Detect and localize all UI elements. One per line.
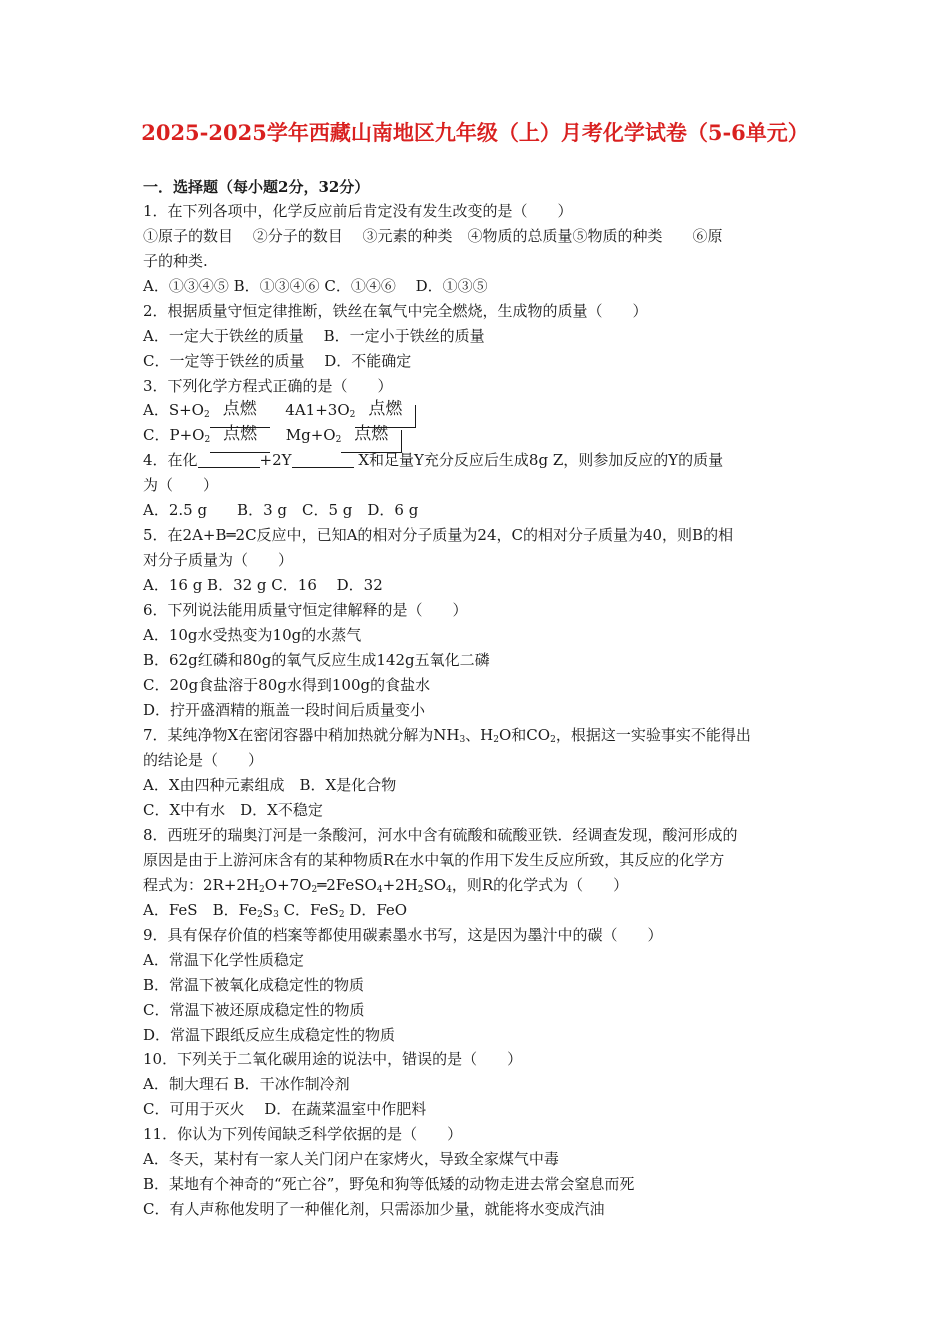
equation-image-placeholder <box>292 451 354 468</box>
question-9-option-c: C．常温下被还原成稳定性的物质 <box>143 1001 365 1019</box>
question-7-stem-cont: 的结论是（ ） <box>143 751 264 769</box>
option-b-formula: $4A1+3O_2$ <box>285 401 356 420</box>
question-9-option-b: B．常温下被氧化成稳定性的物质 <box>143 976 365 994</box>
question-1-stem: 1．在下列各项中，化学反应前后肯定没有发生改变的是（ ） <box>143 202 573 220</box>
question-9-option-d: D．常温下跟纸反应生成稳定性的物质 <box>143 1026 396 1044</box>
question-6-option-b: B．62g红磷和80g的氧气反应生成142g五氧化二磷 <box>143 651 490 669</box>
question-1-items: ①原子的数目 ②分子的数目 ③元素的种类 ④物质的总质量⑤物质的种类 ⑥原 <box>143 227 723 245</box>
question-6-option-c: C．20g食盐溶于80g水得到100g的食盐水 <box>143 676 431 694</box>
condition-arrow: 点燃 <box>210 405 270 428</box>
question-7-stem: 7．某纯净物X在密闭容器中稍加热就分解为$NH_3$、$H_2O$和$CO_2$，根据这一实验事实不能得出 <box>143 726 751 745</box>
question-11-option-a: A．冬天，某村有一家人关门闭户在家烤火，导致全家煤气中毒 <box>143 1150 559 1168</box>
question-11-option-b: B．某地有个神奇的“死亡谷”，野兔和狗等低矮的动物走进去常会窒息而死 <box>143 1175 635 1193</box>
condition-arrow: 点燃 <box>341 430 402 453</box>
question-10-options-ab: A．制大理石 B．干冰作制冷剂 <box>143 1075 350 1093</box>
question-10-options-cd: C．可用于灭火 D．在蔬菜温室中作肥料 <box>143 1100 427 1118</box>
section-heading: 一．选择题（每小题2分，32分） <box>143 178 370 196</box>
question-8-stem: 8．西班牙的瑞奥汀河是一条酸河，河水中含有硫酸和硫酸亚铁．经调查发现，酸河形成的 <box>143 826 738 844</box>
option-a-formula: A．$S+O_2$ <box>143 401 210 420</box>
option-c-formula: C．$P+O_2$ <box>143 426 211 445</box>
condition-arrow: 点燃 <box>355 405 416 428</box>
question-9-stem: 9．具有保存价值的档案等都使用碳素墨水书写，这是因为墨汁中的碳（ ） <box>143 926 663 944</box>
question-3-options-cd <box>143 425 402 453</box>
question-5-options: A．16 g B．32 g C．16 D．32 <box>143 576 383 594</box>
question-11-option-c: C．有人声称他发明了一种催化剂，只需添加少量，就能将水变成汽油 <box>143 1200 605 1218</box>
question-9-option-a: A．常温下化学性质稳定 <box>143 951 304 969</box>
question-2-stem: 2．根据质量守恒定律推断，铁丝在氧气中完全燃烧，生成物的质量（ ） <box>143 302 648 320</box>
question-8-equation: 程式为：$2R+2H_2O+7O_2═2FeSO_4+2H_2SO_4$，则R的化学式为（ ） <box>143 876 629 895</box>
question-6-option-a: A．10g水受热变为10g的水蒸气 <box>143 626 362 644</box>
question-2-options-cd: C．一定等于铁丝的质量 D．不能确定 <box>143 352 412 370</box>
exam-title: 2025-2025学年西藏山南地区九年级（上）月考化学试卷（5-6单元） <box>141 120 809 145</box>
question-8-options: A．FeS B．$Fe_2S_3$ C．FeS$_2$ D．FeO <box>143 901 408 920</box>
question-6-stem: 6．下列说法能用质量守恒定律解释的是（ ） <box>143 601 468 619</box>
question-5-stem-cont: 对分子质量为（ ） <box>143 551 294 569</box>
question-6-option-d: D．拧开盛酒精的瓶盖一段时间后质量变小 <box>143 701 426 719</box>
question-3-stem: 3．下列化学方程式正确的是（ ） <box>143 377 393 395</box>
question-2-options-ab: A．一定大于铁丝的质量 B．一定小于铁丝的质量 <box>143 327 485 345</box>
question-1-options: A．①③④⑤ B．①③④⑥ C．①④⑥ D．①③⑤ <box>143 277 488 295</box>
question-4-stem: 4．在化 +2Y X和足量Y充分反应后生成8g Z，则参加反应的Y的质量 <box>143 451 724 469</box>
question-7-options-cd: C．X中有水 D．X不稳定 <box>143 801 323 819</box>
question-5-stem: 5．在2A+B═2C反应中，已知A的相对分子质量为24，C的相对分子质量为40，则B的相 <box>143 526 734 544</box>
question-11-stem: 11．你认为下列传闻缺乏科学依据的是（ ） <box>143 1125 463 1143</box>
option-d-formula: $Mg+O_2$ <box>285 426 342 445</box>
equation-image-placeholder <box>198 451 260 468</box>
question-10-stem: 10．下列关于二氧化碳用途的说法中，错误的是（ ） <box>143 1050 523 1068</box>
question-4-options: A．2.5 g B．3 g C．5 g D．6 g <box>143 501 419 519</box>
question-1-items-cont: 子的种类. <box>143 252 208 270</box>
question-7-options-ab: A．X由四种元素组成 B．X是化合物 <box>143 776 397 794</box>
question-4-stem-cont: 为（ ） <box>143 476 219 494</box>
question-8-stem-cont: 原因是由于上游河床含有的某种物质R在水中氧的作用下发生反应所致，其反应的化学方 <box>143 851 725 869</box>
condition-arrow: 点燃 <box>210 430 270 453</box>
